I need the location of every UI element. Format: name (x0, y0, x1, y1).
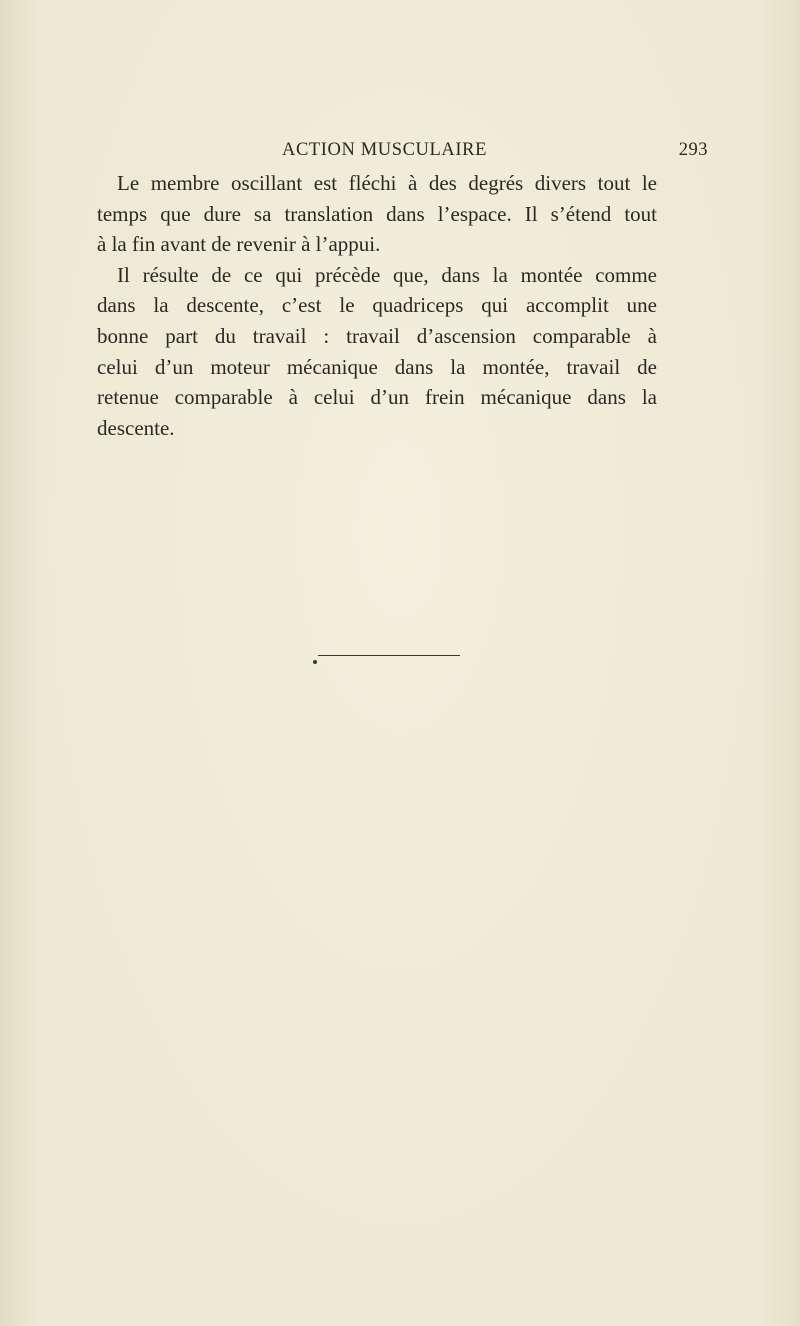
running-head (96, 140, 708, 166)
text-line: retenue comparable à celui d’un frein mécanique dans la (97, 385, 657, 410)
text-line: Il résulte de ce qui précède que, dans la montée comme (117, 262, 657, 287)
text-line: dans la descente, c’est le quadriceps qui accomplit une (97, 293, 657, 318)
page-number: 293 (678, 140, 708, 160)
text-line: bonne part du travail : travail d’ascension comparable à (97, 323, 657, 348)
ink-dot (313, 660, 317, 664)
section-end-rule (318, 655, 460, 656)
text-line: temps que dure sa translation dans l’espace. Il s’étend tout (97, 201, 657, 226)
paragraph-2 (97, 260, 657, 444)
running-title: ACTION MUSCULAIRE (282, 140, 487, 160)
paragraph-1 (97, 168, 657, 260)
text-line: celui d’un moteur mécanique dans la montée, travail de (97, 354, 657, 379)
text-line: Le membre oscillant est fléchi à des degrés divers tout le (117, 171, 657, 195)
text-line: à la fin avant de revenir à l’appui. (97, 232, 381, 257)
body-text (97, 168, 657, 443)
text-line: descente. (97, 415, 175, 440)
